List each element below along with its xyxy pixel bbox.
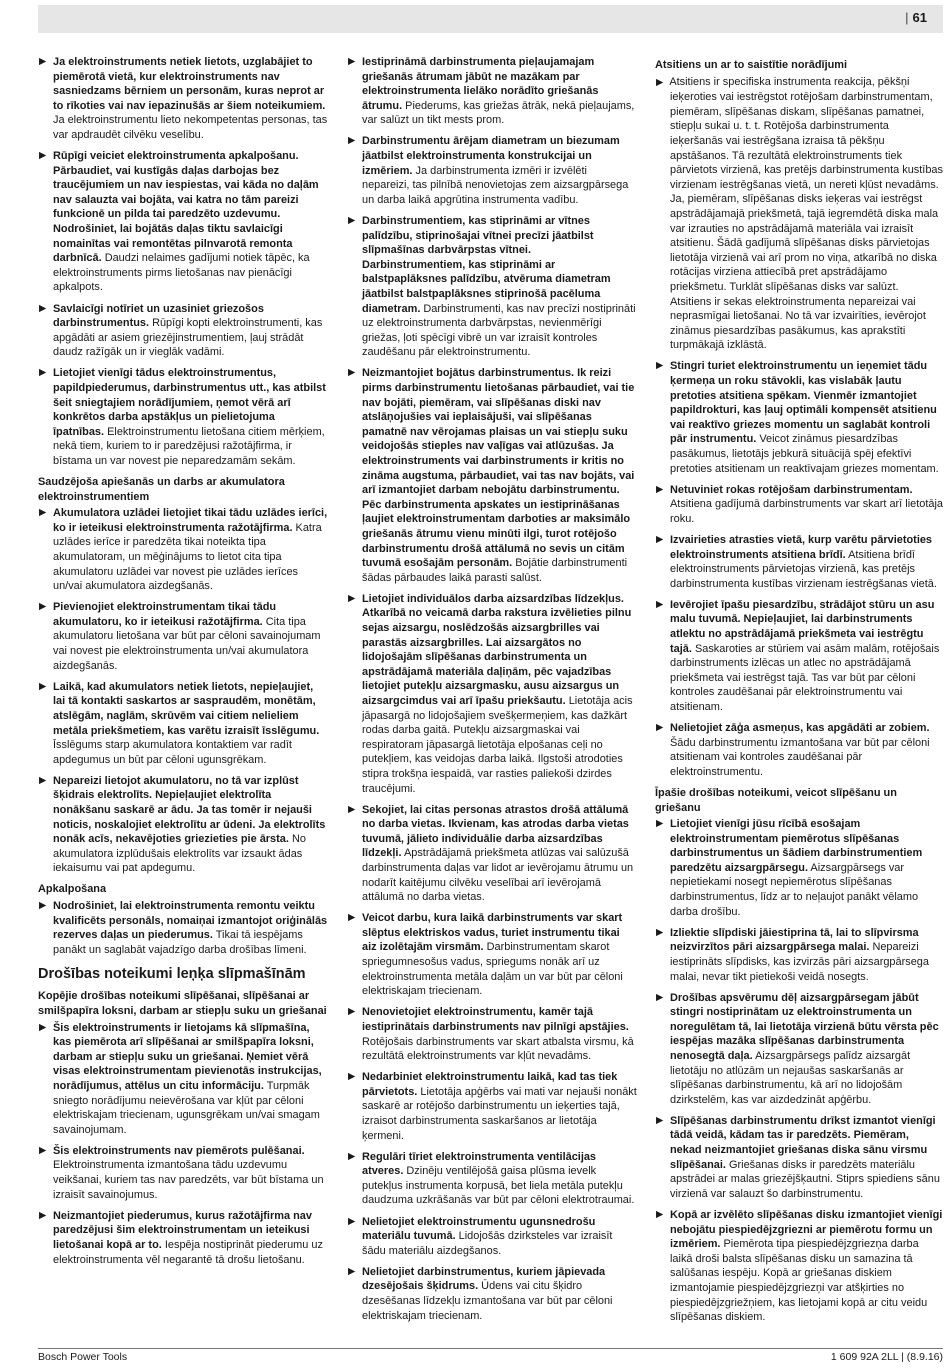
item-bold-text: Sekojiet, lai citas personas atrastos drošā attālumā no darba vietas. Ikvienam, kas atrodas darba vietas tuvumā, jālieto individuālie darba aizsardzības līdzekļi.	[362, 803, 629, 860]
item-bold-text: Nodrošiniet, lai elektroinstrumenta remontu veiktu kvalificēts personāls, nomaiņai izmantojot oriģinālās rezerves daļas un piederumus.	[53, 900, 328, 942]
section-heading-service: Apkalpošana	[38, 883, 107, 896]
item-body-text: Elektroinstrumenta izmantošana tādu uzdevumu veikšanai, kuriem tas nav paredzēts, var būt bīstama un izraisīt savainojumus.	[53, 1159, 324, 1201]
item-body-text: Darbinstrumenti, kas nav precīzi nostiprināti uz elektroinstrumenta darbvārpstas, nevienmērīgi griežas, ļoti spēcīgi vibrē un var izraisīt kontroles zaudēšanu pār elektroinstrumentu.	[362, 302, 636, 359]
item-bold-text: Nedarbiniet elektroinstrumentu laikā, kad tas tiek pārvietots.	[362, 1071, 618, 1098]
section-heading-special: Īpašie drošības noteikumi, veicot slīpēšanu un griešanu	[655, 786, 897, 814]
bullet-icon: ▶	[348, 912, 356, 924]
bullet-icon: ▶	[348, 135, 356, 147]
bullet-icon: ▶	[656, 722, 664, 734]
list-item	[347, 803, 637, 905]
item-body-text: Lietotāja apģērbs vai mati var nejauši nonākt saskarē ar rotējošo darbinstrumentu un ieķerties tajā, izraisot darbinstrumenta saskaršanos ar lietotāja ķermeni.	[362, 1085, 637, 1142]
item-body-text: Rotējošais darbinstruments var skart atbalsta virsmu, kā rezultātā elektroinstruments var kļūt nevadāms.	[362, 1035, 634, 1063]
item-bold-text: Veicot darbu, kura laikā darbinstruments var skart slēptus elektriskos vadus, turiet instrumentu tikai aiz izolētajām virsmām.	[362, 912, 623, 954]
item-body-text: Iespēja nostiprināt piederumu uz elektroinstrumenta vēl negarantē tā drošu lietošanu.	[53, 1238, 323, 1266]
item-bold-text: Nelietojiet darbinstrumentus, kuriem jāpievada dzesējošais šķidrums.	[362, 1265, 606, 1293]
bullet-icon: ▶	[39, 1021, 47, 1033]
list-item	[655, 991, 943, 1108]
kickback-paragraph: Ja, piemēram, slīpēšanas disks ieķeras vai iestrēgst apstrādājamajā priekšmetā, tajā iegremdētā diska mala var izrauties no apstrādājamā materiāla vai izraisīt atsitienu. Šādā gadījumā slīpēšanas disks pārvietojas lietotāja virzienā vai arī prom no viņa, atkarībā no diska rotācijas virziena attiecībā pret apstrādājamo priekšmetu. Turklāt slīpēšanas disks var salūzt.	[670, 193, 939, 293]
list-item	[347, 55, 637, 128]
bullet-icon: ▶	[39, 367, 47, 379]
bullet-icon: ▶	[656, 926, 664, 938]
bullet-icon: ▶	[348, 1006, 356, 1018]
list-item	[38, 1144, 328, 1202]
header-bar	[38, 5, 943, 33]
item-bold-text: Stingri turiet elektroinstrumentu un ieņemiet tādu ķermeņa un roku stāvokli, kas vislabāk ļautu pretoties atsitiena spēkam. Vienmēr izmantojiet papildrokturi, kas ļauj optimāli kompensēt atsitienu vai reaktīvo griezes momentu un saglabāt kontroli pār instrumentu.	[670, 360, 937, 446]
list-item	[347, 1215, 637, 1259]
item-body-text: Atsitiena gadījumā darbinstruments var skart arī lietotāja roku.	[670, 498, 943, 525]
item-bold-text: Kopā ar izvēlēto slīpēšanas disku izmantojiet vienīgi nebojātu piespiedējzgriezni ar piemērotu formu un izmēriem.	[670, 1208, 943, 1251]
item-bold-text: Neizmantojiet piederumus, kurus ražotājfirma nav paredzējusi šim elektroinstrumentam un ieteikusi lietošanai kopā ar to.	[53, 1209, 312, 1251]
section-heading-common: Kopējie drošības noteikumi slīpēšanai, slīpēšanai ar smilšpapīra loksni, darbam ar stiepļu suku un griešanai	[38, 990, 327, 1018]
item-body-text: Nepareizi iestiprināts slīpdisks, kas izvirzās pāri aizsargpārsega malai, nevar tikt pietiekoši veidā nosegts.	[670, 941, 929, 983]
section-heading-kickback: Atsitiens un ar to saistītie norādījumi	[655, 59, 848, 71]
kickback-paragraph: ▶ Atsitiens ir specifiska instrumenta reakcija, pēkšņi ieķeroties vai iestrēgstot rotējošam darbinstrumentam, piemēram, slīpēšanas diskam, slīpēšanas pamatnei, stiepļu sukai u. t. t. Rotējoša darbinstrumenta ieķeršanās vai iestrēgšana izraisa tā pēkšņu apstāšanos. Tā rezultātā elektroinstruments tiek pārvietots virzienā, kas pretējs darbinstrumenta kustības virzienam iestrēgšanas vietā, un nereti kļūst nevadāms.	[656, 75, 943, 191]
item-body-text: Griešanas disks ir paredzēts materiālu apstrādei ar malas griezējšķautni. Stiprs spiediens sānu virzienā var salauzt šo darbinstrumentu.	[670, 1158, 940, 1200]
bullet-icon: ▶	[656, 533, 664, 545]
list-item	[38, 680, 328, 768]
item-bold-text: Šis elektroinstruments nav piemērots pulēšanai.	[53, 1144, 305, 1157]
bullet-icon: ▶	[348, 367, 356, 379]
item-bold-text: Ja elektroinstruments netiek lietots, uzglabājiet to piemērotā vietā, kur elektroinstruments nav sasniedzams bērniem un personām, kuras neprot ar to rīkoties vai nav iepazinušās ar šiem noteikumiem.	[53, 56, 326, 112]
bullet-icon: ▶	[39, 1144, 47, 1156]
item-body-text: Apstrādājamā priekšmeta atlūzas vai salūzušā darbinstrumenta daļas var lidot ar ievērojamu ātrumu un nodarīt kaitējumu cilvēku veselībai arī ievērojamā attālumā no darba vietas.	[362, 847, 634, 904]
footer-doc-id: 1 609 92A 2LL | (8.9.16)	[830, 1351, 943, 1363]
footer-brand: Bosch Power Tools	[38, 1351, 128, 1363]
item-bold-text: Savlaicīgi notīriet un uzasiniet griezošos darbinstrumentus.	[53, 302, 264, 330]
bullet-icon: ▶	[348, 214, 356, 226]
item-bold-text: Neizmantojiet bojātus darbinstrumentus. Ik reizi pirms darbinstrumentu lietošanas pārbaudiet, vai tie nav bojāti, piemēram, vai slīpēšanas diski nav atslāņojušies vai ieplaisājuši, vai slīpēšanas pamatnē nav vērojamas plaisas un vai stiepļu suku veidojošās stieples nav vaļīgas vai atlūzušas. Ja elektroinstruments vai darbinstruments ir kritis no zināma augstuma, pārbaudiet, vai tas nav bojāts, vai arī izmantojiet darbam nebojātu darbinstrumentu. Pēc darbinstrumenta apskates un iestiprināšanas ļaujiet elektroinstrumentam darboties ar maksimālo griešanās ātrumu vienu minūti ilgi, turot rotējošo darbinstrumentu drošā attālumā no sevis un citām tuvumā esošajām personām.	[362, 367, 635, 570]
bullet-icon: ▶	[348, 1071, 356, 1083]
list-item	[38, 366, 328, 468]
bullet-icon: ▶	[348, 1265, 356, 1277]
item-body-text: Tikai tā iespējams panākt un saglabāt vajadzīgo darba drošības līmeni.	[53, 929, 307, 956]
item-body-text: Ja darbinstrumenta izmēri ir izvēlēti nepareizi, tas pilnībā nenovietojas zem aizsargpārsega un darba laikā apgrūtina instrumenta vadību.	[362, 164, 629, 206]
bullet-icon: ▶	[348, 56, 356, 67]
item-bold-text: Drošības apsvērumu dēļ aizsargpārsegam jābūt stingri nostiprinātam uz elektroinstrumenta un noregulētam tā, lai lietotāja virzienā būtu vērsta pēc iespējas mazāka slīpēšanas darbinstrumenta nenosegtā daļa.	[670, 991, 939, 1062]
item-body-text: Dzinēju ventilējošā gaisa plūsma ievelk putekļus instrumenta korpusā, bet liela metāla putekļu daudzuma uzkrāšanās var būt par cēloni elektrotraumai.	[362, 1165, 635, 1207]
list-item	[655, 1114, 943, 1202]
list-item	[655, 817, 943, 919]
bullet-icon: ▶	[656, 483, 664, 495]
list-item	[655, 533, 943, 591]
item-bold-text: Netuviniet rokas rotējošam darbinstrumentam.	[670, 483, 913, 496]
item-body-text: Lietotāja acis jāpasargā no lidojošajiem svešķermeņiem, kas dažkārt rodas darba gaitā. Putekļu aizsargmaskai vai respiratoram jāpasargā lietotāja elpošanas ceļi no putekļiem, kas veidojas darba laikā. Ilgstoši atrodoties stipra trokšņa iespaidā, var rasties paliekoši dzirdes traucējumi.	[362, 694, 633, 795]
item-bold-text: Nepareizi lietojot akumulatoru, no tā var izplūst šķidrais elektrolīts. Nepieļaujiet elektrolīta nonākšanu saskarē ar ādu. Ja tas tomēr ir nejauši noticis, noskalojiet elektrolītu ar ūdeni. Ja elektrolīts nonāk acīs, nekavējoties griezieties pie ārsta.	[53, 774, 326, 846]
item-body-text: Veicot zināmus piesardzības pasākumus, lietotājs jebkurā situācijā spēj efektīvi pretoties atsitienam un reaktīvajam griezes momentam.	[670, 433, 939, 475]
list-item	[38, 1021, 328, 1138]
bullet-icon: ▶	[656, 360, 664, 372]
list-item	[347, 1005, 637, 1063]
item-bold-text: Darbinstrumentiem, kas stiprināmi ar vītnes palīdzību, stiprinošajai vītnei precīzi jāatbilst slīpmašīnas darbvārpstas vītnei. Darbinstrumentiem, kas stiprināmi ar balstpaplāksnes palīdzību, atvēruma diametram jāatbilst balstpaplāksnes stiprinošā pacēluma diametram.	[362, 214, 611, 315]
list-item	[38, 55, 328, 143]
list-item	[655, 721, 943, 779]
list-item	[38, 1209, 328, 1267]
bullet-icon: ▶	[348, 803, 356, 815]
item-body-text: No akumulatora izplūdušais elektrolīts var izsaukt ādas iekaisumu vai pat apdegumu.	[53, 833, 306, 875]
section-heading-battery: Saudzējoša apiešanās un darbs ar akumulatora elektroinstrumentiem	[38, 476, 285, 503]
list-item	[347, 1265, 637, 1323]
item-bold-text: Laikā, kad akumulators netiek lietots, nepieļaujiet, lai tā kontakti saskartos ar saspraudēm, monētām, atslēgām, naglām, skrūvēm vai citiem nelieliem metāla priekšmetiem, kas varētu izraisīt īsslēgumu.	[53, 680, 320, 737]
list-item	[655, 359, 943, 476]
item-body-text: Īsslēgums starp akumulatora kontaktiem var radīt apdegumus un būt par cēloni ugunsgrēkam.	[53, 739, 292, 766]
item-body-text: Darbinstrumentam skarot spriegumnesošus vadus, spriegums nonāk arī uz elektroinstrumenta metāla daļām un var būt par cēloni elektriskajam triecienam.	[362, 941, 623, 998]
item-bold-text: Ievērojiet īpašu piesardzību, strādājot stūru un asu malu tuvumā. Nepieļaujiet, lai darbinstruments atlektu no apstrādājamā priekšmeta vai iestrēgtu tajā.	[670, 598, 935, 655]
list-item	[655, 926, 943, 984]
item-body-text: Daudzi nelaimes gadījumi notiek tāpēc, ka elektroinstruments pirms lietošanas nav pienācīgi apkalpots.	[53, 252, 310, 294]
bullet-icon: ▶	[656, 76, 664, 88]
bullet-icon: ▶	[348, 1215, 356, 1227]
item-body-text: Katra uzlādes ierīce ir paredzēta tikai noteikta tipa akumulatoram, un mēģinājums to lietot cita tipa akumulatoru uzlādei var novest pie uzlādes ierīces un/vai akumulatora aizdegšanās.	[53, 521, 322, 593]
item-body-text: Elektroinstrumentu lietošana citiem mērķiem, nekā tiem, kuriem to ir paredzējusi ražotājfirma, ir bīstama un var novest pie neparedzamām sekām.	[53, 425, 325, 467]
item-body-text: Cita tipa akumulatoru lietošana var būt par cēloni savainojumam vai novest pie elektroinstrumenta un/vai akumulatora aizdegšanās.	[53, 615, 321, 672]
bullet-icon: ▶	[39, 1209, 47, 1221]
list-item	[347, 1070, 637, 1143]
bullet-icon: ▶	[656, 598, 664, 610]
item-bold-text: Nenovietojiet elektroinstrumentu, kamēr tajā iestiprinātais darbinstruments nav pilnīgi apstājies.	[362, 1006, 629, 1033]
item-bold-text: Nelietojiet zāģa asmeņus, kas apgādāti ar zobiem.	[670, 722, 930, 735]
bullet-icon: ▶	[656, 1114, 664, 1126]
bullet-icon: ▶	[39, 900, 47, 912]
item-body-text: Ja elektroinstrumentu lieto nekompetentas personas, tas var apdraudēt cilvēku veselību.	[53, 114, 328, 141]
bullet-icon: ▶	[39, 507, 47, 519]
list-item	[347, 1150, 637, 1208]
list-item	[655, 598, 943, 715]
item-body-text: Atsitiena brīdī elektroinstruments pārvietojas virzienā, kas pretējs darbinstrumenta kustības virzienam iestrēgšanas vietā.	[670, 548, 937, 590]
bullet-icon: ▶	[39, 774, 47, 786]
item-bold-text: Izliektie slīpdiski jāiestiprina tā, lai to slīpvirsma neizvirzītos pāri aizsargpārsega malai.	[670, 926, 919, 954]
page-title: Drošības noteikumi leņķa slīpmašīnām	[38, 966, 306, 983]
item-body-text: Ūdens vai citu šķidro dzesēšanas līdzekļu izmantošana var būt par cēloni elektriskajam triecienam.	[362, 1280, 613, 1322]
bullet-icon: ▶	[39, 150, 47, 162]
item-body-text: Aizsargpārsegs palīdz aizsargāt lietotāju no atlūzām un nejaušas saskaršanās ar slīpēšanas darbinstrumentu, kā arī no lidojošām dzirkstelēm, kas var aizdedzināt apģērbu.	[670, 1050, 911, 1106]
column-middle	[347, 55, 637, 1330]
item-body-text: Šādu darbinstrumentu izmantošana var būt par cēloni atsitienam vai kontroles zaudēšanai pār elektroinstrumentu.	[670, 736, 930, 778]
bullet-icon: ▶	[656, 818, 664, 830]
item-bold-text: Lietojiet vienīgi jūsu rīcībā esošajam elektroinstrumentam piemērotus slīpēšanas darbinstrumentus un šādiem darbinstrumentiem paredzētu aizsargpārsegu.	[670, 818, 923, 874]
item-body-text: Saskaroties ar stūriem vai asām malām, rotējošais darbinstruments izlēcas un atlec no apstrādājamā priekšmeta vai iestrēgst tajā. Tas var būt par cēloni kontroles zaudēšanai pār elektroinstrumentu vai atsitienam.	[670, 642, 940, 713]
list-item	[347, 366, 637, 585]
list-item	[655, 483, 943, 527]
item-bold-text: Darbinstrumentu ārējam diametram un biezumam jāatbilst elektroinstrumenta konstrukcijai un izmēriem.	[362, 135, 620, 177]
item-body-text: Rūpīgi kopti elektroinstrumenti, kas apgādāti ar asiem griezējinstrumentiem, ļauj strādāt daudz ražīgāk un ir vieglāk vadāmi.	[53, 317, 323, 359]
list-item	[38, 506, 328, 594]
item-body-text: Bojātie darbinstrumenti šādas pārbaudes laikā parasti salūst.	[362, 557, 628, 584]
bullet-icon: ▶	[39, 680, 47, 692]
kickback-paragraph: Atsitiens ir sekas elektroinstrumenta nepareizai vai neprasmīgai lietošanai. No tā var izvairīties, ievērojot zināmus piesardzības pasākumus, kas aprakstīti turpmākajā izklāstā.	[670, 295, 926, 352]
list-item	[38, 149, 328, 295]
column-left	[38, 55, 328, 1274]
item-body-text: Piederums, kas griežas ātrāk, nekā pieļaujams, var salūzt un tikt mests prom.	[362, 99, 635, 127]
item-bold-text: Lietojiet vienīgi tādus elektroinstrumentus, papildpiederumus, darbinstrumentus utt., kas atbilst šeit sniegtajiem norādījumiem, ņemot vērā arī konkrētos darba apstākļus un pielietojuma īpatnības.	[53, 367, 326, 438]
list-item	[38, 899, 328, 957]
item-bold-text: Rūpīgi veiciet elektroinstrumenta apkalpošanu. Pārbaudiet, vai kustīgās daļas darbojas bez traucējumiem un nav iespiestas, vai kāda no daļām nav salauzta vai bojāta, vai katra no tām pareizi funkcionē un pilda tai paredzēto uzdevumu. Nodrošiniet, lai bojātās daļas tiktu savlaicīgi nomainītas vai remontētas pilnvarotā remonta darbnīcā.	[53, 150, 319, 265]
list-item	[38, 600, 328, 673]
bullet-icon: ▶	[39, 601, 47, 613]
item-body-text: Aizsargpārsegs var nepietiekami nosegt nepiemērotus slīpēšanas darbinstrumentus, līdz ar to neļaujot panākt vēlamo darba drošību.	[670, 861, 919, 918]
item-body-text: Turpmāk sniegto norādījumu neievērošana var kļūt par cēloni elektriskajam triecienam, ugunsgrēkam un/vai smagam savainojumam.	[53, 1080, 320, 1136]
list-item	[38, 774, 328, 876]
list-item	[38, 302, 328, 360]
item-bold-text: Regulāri tīriet elektroinstrumenta ventilācijas atveres.	[362, 1150, 597, 1178]
list-item	[347, 592, 637, 796]
item-bold-text: Slīpēšanas darbinstrumentu drīkst izmantot vienīgi tādā veidā, kādam tas ir paredzēts. Piemēram, nekad neizmantojiet griešanas diska sānu virsmu slīpēšanai.	[670, 1114, 936, 1171]
item-bold-text: Iestiprināmā darbinstrumenta pieļaujamajam griešanās ātrumam jābūt ne mazākam par elektroinstrumenta lielāko norādīto griešanās ātrumu.	[362, 56, 599, 112]
list-item	[347, 134, 637, 207]
item-body-text: Lidojošās dzirksteles var izraisīt šādu materiālu aizdegšanos.	[362, 1230, 613, 1257]
item-body-text: Piemērota tipa piespiedējzgriezņa darba laikā droši balsta slīpēšanas disku un samazina tā salūšanas iespēju. Kopā ar griešanas diskiem izmantojamie piespiedējzgriezņi var atšķirties no piespiedējzgriežņiem, kas lietojami kopā ar citu veidu slīpēšanas diskiem.	[670, 1238, 928, 1324]
bullet-icon: ▶	[656, 1208, 664, 1220]
bullet-icon: ▶	[656, 991, 664, 1003]
bullet-icon: ▶	[348, 592, 356, 604]
bullet-icon: ▶	[39, 302, 47, 314]
page-number: | 61	[905, 10, 927, 25]
column-right	[655, 55, 943, 1331]
list-item	[655, 1208, 943, 1325]
item-bold-text: Šis elektroinstruments ir lietojams kā slīpmašīna, kas piemērota arī slīpēšanai ar smilšpapīra loksni, darbam ar stiepļu suku un griešanai. Ņemiet vērā visas elektroinstrumentam pievienotās instrukcijas, norādījumus, attēlus un citu informāciju.	[53, 1021, 322, 1092]
footer-divider	[38, 1348, 943, 1349]
item-bold-text: Lietojiet individuālos darba aizsardzības līdzekļus. Atkarībā no veicamā darba rakstura izvēlieties pilnu sejas aizsargu, noslēdzošās aizsargbrilles vai parastās aizsargbrilles. Lai aizsargātos no lidojošajām slīpēšanas darbinstrumenta un apstrādājamā materiāla daļiņām, pēc vajadzības lietojiet putekļu aizsargmasku, ausu aizsargus un aizsargcimdus vai arī īpašu priekšautu.	[362, 592, 632, 707]
item-bold-text: Izvairieties atrasties vietā, kurp varētu pārvietoties elektroinstruments atsitiena brīdī.	[670, 533, 933, 561]
item-bold-text: Akumulatora uzlādei lietojiet tikai tādu uzlādes ierīci, ko ir ieteikusi elektroinstrumenta ražotājfirma.	[53, 507, 328, 534]
list-item	[347, 911, 637, 999]
bullet-icon: ▶	[39, 56, 47, 67]
item-bold-text: Pievienojiet elektroinstrumentam tikai tādu akumulatoru, ko ir ieteikusi ražotājfirma.	[53, 601, 277, 628]
item-bold-text: Nelietojiet elektroinstrumentu ugunsnedrošu materiālu tuvumā.	[362, 1215, 596, 1243]
bullet-icon: ▶	[348, 1150, 356, 1162]
list-item	[347, 214, 637, 360]
